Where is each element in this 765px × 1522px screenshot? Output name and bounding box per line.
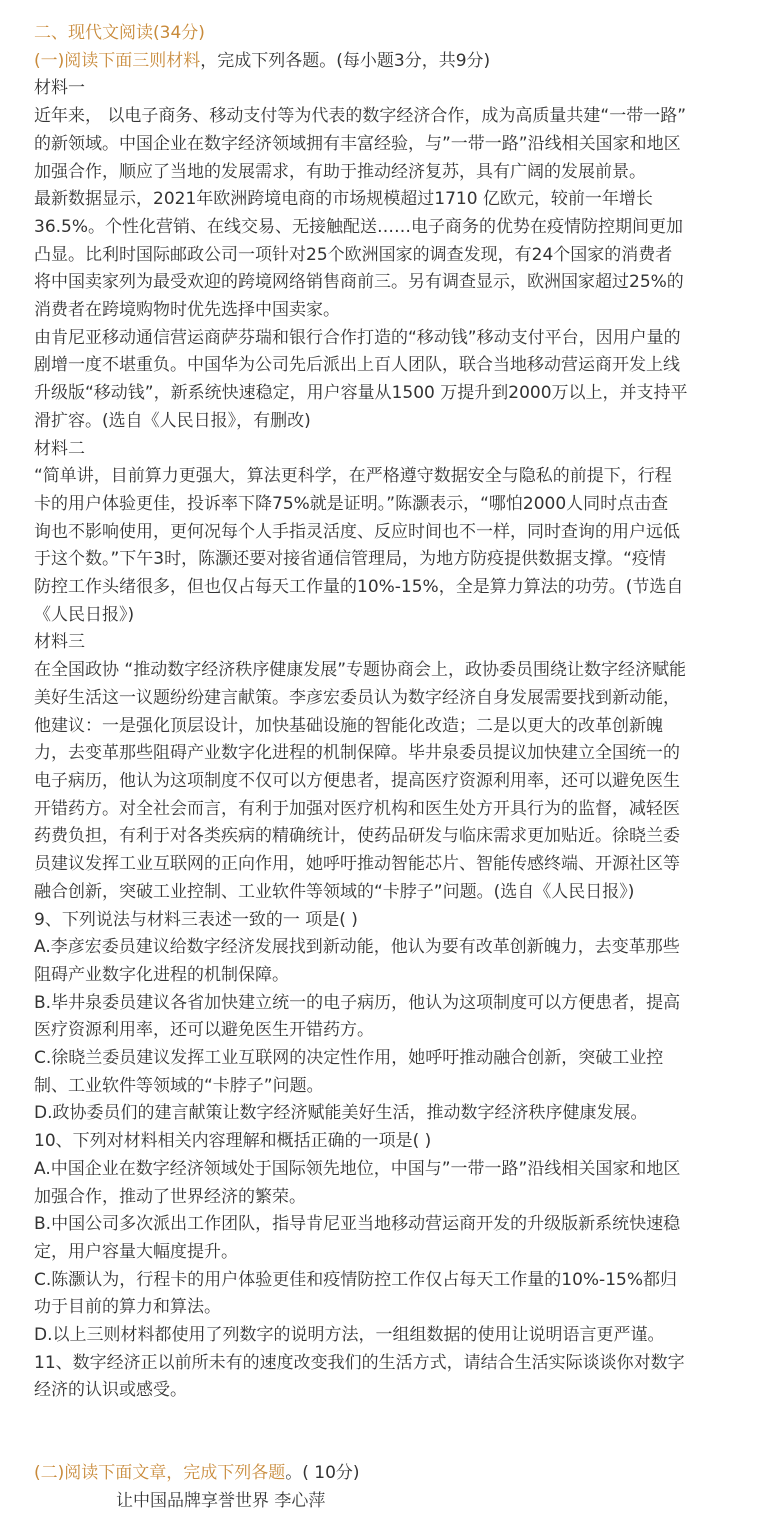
part2-heading-accent: (二)阅读下面文章，完成下列各题 <box>34 1463 286 1484</box>
question-10-option-c-cont: 功于目前的算力和算法。 <box>34 1297 221 1318</box>
text-line: “简单讲，目前算力更强大，算法更科学，在严格遵守数据安全与隐私的前提下，行程 <box>34 466 672 487</box>
material2-body <box>34 463 745 629</box>
text-line: 滑扩容。(选自《人民日报》，有删改) <box>34 410 311 431</box>
text-line: 将中国卖家列为最受欢迎的跨境网络销售商前三。另有调查显示，欧洲国家超过25%的 <box>34 272 684 293</box>
questions <box>34 907 745 1406</box>
text-line: 防控工作头绪很多，但也仅占每天工作量的10%-15%，全是算力算法的功劳。(节选自 <box>34 577 684 598</box>
question-11-cont: 经济的认识或感受。 <box>34 1380 187 1401</box>
text-line: 卡的用户体验更佳，投诉率下降75%就是证明。”陈灏表示，“哪怕2000人同时点击查 <box>34 493 669 514</box>
text-line: 的新领域。中国企业在数字经济领域拥有丰富经验，与”一带一路”沿线相关国家和地区 <box>34 133 681 154</box>
text-line: 由肯尼亚移动通信营运商萨芬瑞和银行合作打造的“移动钱”移动支付平台，因用户量的 <box>34 327 681 348</box>
question-9-option-b: B.毕井泉委员建议各省加快建立统一的电子病历，他认为这项制度可以方便患者，提高 <box>34 992 681 1013</box>
text-line: 药费负担，有利于对各类疾病的精确统计，使药品研发与临床需求更加贴近。徐晓兰委 <box>34 826 680 847</box>
question-10-option-c: C.陈灏认为，行程卡的用户体验更佳和疫情防控工作仅占每天工作量的10%-15%都归 <box>34 1269 677 1290</box>
text-line: 36.5%。个性化营销、在线交易、无接触配送……电子商务的优势在疫情防控期间更加 <box>34 216 684 237</box>
question-10-option-a: A.中国企业在数字经济领域处于国际领先地位，中国与”一带一路”沿线相关国家和地区 <box>34 1158 681 1179</box>
question-10: 10、下列对材料相关内容理解和概括正确的一项是( ) <box>34 1131 432 1152</box>
text-line: 最新数据显示，2021年欧洲跨境电商的市场规模超过1710 亿欧元，较前一年增长 <box>34 189 653 210</box>
text-line: 电子病历，他认为这项制度不仅可以方便患者，提高医疗资源利用率，还可以避免医生 <box>34 770 680 791</box>
text-line: 开错药方。对全社会而言，有利于加强对医疗机构和医生处方开具行为的监督，减轻医 <box>34 798 680 819</box>
material1-body <box>34 103 745 435</box>
section-title: 二、现代文阅读(34分) <box>34 23 205 43</box>
question-10-option-a-cont: 加强合作，推动了世界经济的繁荣。 <box>34 1186 306 1207</box>
part2-heading-rest: 。( 10分) <box>285 1463 360 1484</box>
question-9: 9、下列说法与材料三表述一致的一 项是( ) <box>34 909 358 930</box>
question-9-option-a-cont: 阻碍产业数字化进程的机制保障。 <box>34 964 289 985</box>
question-10-option-b: B.中国公司多次派出工作团队，指导肯尼亚当地移动营运商开发的升级版新系统快速稳 <box>34 1214 681 1235</box>
text-line: 近年来， 以电子商务、移动支付等为代表的数字经济合作，成为高质量共建“一带一路” <box>34 106 687 127</box>
question-9-option-b-cont: 医疗资源利用率，还可以避免医生开错药方。 <box>34 1020 374 1041</box>
text-line: 美好生活这一议题纷纷建言献策。李彦宏委员认为数字经济自身发展需要找到新动能， <box>34 687 680 708</box>
text-line: 询也不影响使用，更何况每个人手指灵活度、反应时间也不一样，同时查询的用户远低 <box>34 521 680 542</box>
part1-heading-rest: ，完成下列各题。(每小题3分，共9分) <box>200 50 491 71</box>
material1-title: 材料一 <box>34 78 85 99</box>
part1-heading <box>34 48 745 76</box>
text-line: 剧增一度不堪重负。中国华为公司先后派出上百人团队，联合当地移动营运商开发上线 <box>34 355 680 376</box>
question-10-option-d: D.以上三则材料都使用了列数字的说明方法，一组组数据的使用让说明语言更严谨。 <box>34 1325 665 1346</box>
question-9-option-d: D.政协委员们的建言献策让数字经济赋能美好生活，推动数字经济秩序健康发展。 <box>34 1103 648 1124</box>
question-10-option-b-cont: 定，用户容量大幅度提升。 <box>34 1241 238 1262</box>
part1-heading-accent: (一)阅读下面三则材料 <box>34 50 201 71</box>
text-line: 凸显。比利时国际邮政公司一项针对25个欧洲国家的调查发现，有24个国家的消费者 <box>34 244 673 265</box>
text-line: 融合创新，突破工业控制、工业软件等领域的“卡脖子”问题。(选自《人民日报》) <box>34 881 635 902</box>
article-title-partial: 让中国品牌享誉世界 李心萍 <box>116 1490 326 1511</box>
question-11: 11、数字经济正以前所未有的速度改变我们的生活方式，请结合生活实际谈谈你对数字 <box>34 1352 685 1373</box>
text-line: 员建议发挥工业互联网的正向作用，她呼吁推动智能芯片、智能传感终端、开源社区等 <box>34 854 680 875</box>
text-line: 力，去变革那些阻碍产业数字化进程的机制保障。毕井泉委员提议加快建立全国统一的 <box>34 743 680 764</box>
part2-heading <box>34 1460 745 1488</box>
text-line: 于这个数。”下午3时，陈灏还要对接省通信管理局，为地方防疫提供数据支撑。“疫情 <box>34 549 666 570</box>
text-line: 在全国政协 “推动数字经济秩序健康发展”专题协商会上，政协委员围绕让数字经济赋能 <box>34 660 687 681</box>
question-9-option-c-cont: 制、工业软件等领域的“卡脖子”问题。 <box>34 1075 324 1096</box>
material3-body <box>34 657 745 906</box>
question-9-option-a: A.李彦宏委员建议给数字经济发展找到新动能，他认为要有改革创新魄力，去变革那些 <box>34 937 680 958</box>
text-line: 消费者在跨境购物时优先选择中国卖家。 <box>34 300 340 321</box>
text-line: 升级版“移动钱”，新系统快速稳定，用户容量从1500 万提升到2000万以上，并支持平 <box>34 383 688 404</box>
material2-title: 材料二 <box>34 438 85 459</box>
text-line: 加强合作，顺应了当地的发展需求，有助于推动经济复苏，具有广阔的发展前景。 <box>34 161 646 182</box>
text-line: 《人民日报》) <box>34 604 135 625</box>
material3-title: 材料三 <box>34 632 85 653</box>
text-line: 他建议：一是强化顶层设计，加快基础设施的智能化改造；二是以更大的改革创新魄 <box>34 715 663 736</box>
spacer <box>34 1405 745 1460</box>
question-9-option-c: C.徐晓兰委员建议发挥工业互联网的决定性作用，她呼吁推动融合创新，突破工业控 <box>34 1048 664 1069</box>
